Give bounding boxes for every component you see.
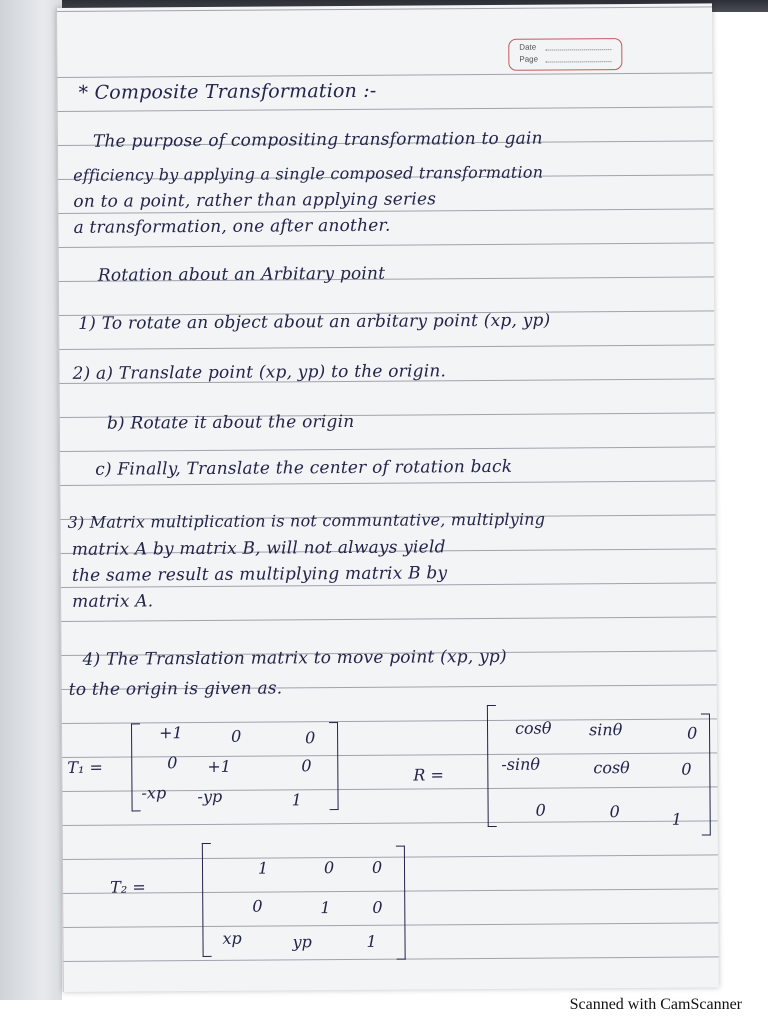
page-label: Page bbox=[519, 54, 539, 64]
notebook-page bbox=[56, 3, 719, 992]
matrix-cell: 0 bbox=[167, 753, 178, 773]
matrix-label: T₁ = bbox=[67, 757, 103, 777]
matrix-cell: 1 bbox=[320, 898, 331, 918]
matrix-cell: 0 bbox=[687, 723, 698, 743]
matrix-cell: 0 bbox=[323, 858, 335, 878]
point-line: the same result as multiplying matrix B by bbox=[71, 563, 448, 586]
matrix-cell: xp bbox=[222, 928, 242, 948]
matrix-cell: -xp bbox=[141, 783, 167, 803]
matrix-cell: 0 bbox=[609, 802, 620, 822]
point-line: to the origin is given as. bbox=[68, 678, 283, 700]
matrix-cell: 0 bbox=[371, 857, 383, 877]
page-line bbox=[545, 61, 611, 62]
matrix-cell: 0 bbox=[252, 896, 263, 916]
left-bracket bbox=[202, 843, 212, 957]
matrix-cell: 1 bbox=[291, 790, 302, 810]
point-line: 4) The Translation matrix to move point (xp, yp) bbox=[82, 646, 507, 670]
left-bracket bbox=[487, 705, 497, 827]
intro-line: on to a point, rather than applying series bbox=[73, 189, 437, 212]
matrix-label: T₂ = bbox=[110, 877, 146, 897]
notebook-spine bbox=[0, 0, 62, 1000]
matrix-cell: 1 bbox=[366, 931, 377, 951]
right-bracket bbox=[329, 722, 339, 810]
right-bracket bbox=[396, 846, 406, 960]
right-bracket bbox=[701, 713, 711, 835]
intro-line: a transformation, one after another. bbox=[73, 215, 391, 238]
step-item: c) Finally, Translate the center of rotation back bbox=[95, 456, 513, 480]
subheading: Rotation about an Arbitary point bbox=[97, 263, 386, 286]
date-label: Date bbox=[519, 42, 537, 52]
matrix-cell: 0 bbox=[535, 800, 546, 820]
matrix-cell: 0 bbox=[372, 897, 383, 917]
left-bracket bbox=[131, 723, 141, 811]
matrix-cell: 0 bbox=[301, 756, 312, 776]
intro-line: The purpose of compositing transformation to gain bbox=[92, 128, 543, 152]
matrix-cell: yp bbox=[292, 932, 312, 952]
matrix-cell: +1 bbox=[158, 723, 183, 743]
scanner-watermark: Scanned with CamScanner bbox=[569, 996, 742, 1013]
matrix-cell: 0 bbox=[681, 759, 692, 779]
step-item: 1) To rotate an object about an arbitary point (xp, yp) bbox=[78, 310, 551, 334]
point-line: matrix A. bbox=[72, 591, 154, 612]
step-item: b) Rotate it about the origin bbox=[106, 411, 355, 434]
matrix-cell: -yp bbox=[197, 786, 223, 807]
matrix-cell: 1 bbox=[257, 858, 269, 878]
matrix-cell: cosθ bbox=[593, 758, 630, 778]
matrix-cell: sinθ bbox=[588, 720, 623, 740]
point-line: matrix A by matrix B, will not always yield bbox=[71, 537, 446, 560]
matrix-cell: 0 bbox=[231, 726, 242, 746]
step-item: 2) a) Translate point (xp, yp) to the origin. bbox=[72, 361, 447, 384]
matrix-cell: +1 bbox=[207, 756, 231, 776]
date-line bbox=[545, 49, 611, 50]
intro-line: efficiency by applying a single composed transformation bbox=[73, 162, 544, 185]
point-line: 3) Matrix multiplication is not communtative, multiplying bbox=[67, 509, 546, 532]
matrix-cell: cosθ bbox=[514, 718, 552, 738]
matrix-cell: 0 bbox=[305, 728, 316, 748]
matrix-label: R = bbox=[413, 765, 444, 785]
date-page-box bbox=[508, 38, 622, 71]
matrix-cell: -sinθ bbox=[501, 754, 541, 774]
page-heading: * Composite Transformation :- bbox=[78, 79, 377, 104]
matrix-cell: 1 bbox=[671, 809, 682, 829]
